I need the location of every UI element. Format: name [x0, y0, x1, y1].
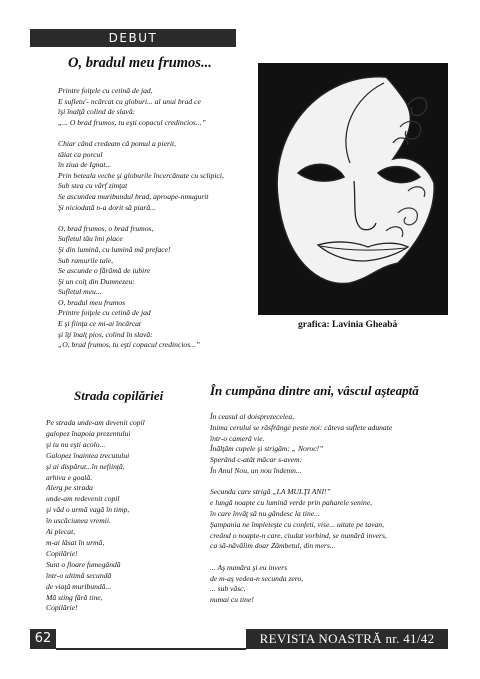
poem-line: Se ascundea muribundul brad, aproape-nmugurit: [58, 191, 209, 201]
stanza-break: [58, 213, 224, 224]
poem-line: ca să-năvălim doar Zâmbetul, din mers...: [210, 541, 336, 551]
poem-line: Sufletul tău îmi place: [58, 234, 123, 244]
poem-line: Sufletul meu...: [58, 287, 102, 297]
poem-line: Şi un colţ din Dumnezeu:: [58, 276, 135, 286]
poem-line: „O, brad frumos, tu eşti copacul credincios...”: [58, 340, 201, 350]
poem-title-vascul: În cumpăna dintre ani, vâscul aşteaptă: [210, 383, 419, 398]
poem-line: Pe strada unde-am devenit copil: [46, 418, 145, 427]
poem-line: numai cu tine!: [210, 595, 254, 605]
poem-title-bradul: O, bradul meu frumos...: [68, 55, 212, 71]
poem-line: Mă sting fără tine,: [46, 592, 103, 602]
poem-line: Ai plecat,: [46, 527, 76, 537]
poem-line: şi tu nu eşti acolo...: [46, 439, 106, 449]
poem-line: Chiar când credeam că pomul a pierit,: [58, 138, 177, 148]
magazine-issue: REVISTA NOASTRĂ nr. 41/42: [246, 629, 448, 649]
poem-line: Înălţăm cupele şi strigăm: „ Noroc!”: [210, 444, 324, 454]
poem-line: E şi fiinţa ce mi-ai încărcat: [58, 319, 142, 329]
poem-line: „... O brad frumos, tu eşti copacul credincios...”: [58, 117, 206, 127]
poem-line: de viaţă muribundă...: [46, 581, 112, 591]
poem-line: Şampania ne împleteşte cu confeti, vise... uitate pe tavan,: [210, 519, 384, 529]
illustration-caption: grafica: Lavinia Gheabă: [298, 320, 398, 330]
stanza-break: [210, 477, 392, 488]
poem-line: creând o noapte-n care, ciudat vorbind, se numără invers,: [210, 530, 387, 540]
poem-line: Sperând c-atât măcar s-avem:: [210, 455, 303, 465]
poem-line: E sufletu'- ncărcat cu globuri... al unui brad ce: [58, 96, 201, 106]
stanza-break: [210, 552, 392, 563]
stanza-break: [58, 128, 224, 139]
poem-line: Sub stea cu vârf zimţat: [58, 181, 128, 191]
poem-body-vascul: [210, 412, 392, 606]
poem-line: Copilărie!: [46, 548, 78, 558]
poem-line: m-ai lăsat în urmă,: [46, 537, 105, 547]
poem-line: O, brad frumos, o brad frumos,: [58, 223, 154, 233]
footer-divider: [56, 648, 246, 650]
poem-line: e lungă noapte cu lumină verde prin paharele senine,: [210, 498, 373, 508]
poem-line: de m-aş vedea-n secunda zero,: [210, 573, 304, 583]
poem-line: O, bradul meu frumos: [58, 297, 126, 307]
poem-line: Copilărie!: [46, 603, 78, 613]
poem-title-strada: Strada copilăriei: [74, 388, 164, 403]
poem-line: în ziua de Ignat...: [58, 160, 112, 170]
poem-line: îşi înalţă colind de slavă:: [58, 107, 136, 117]
poem-line: şi văd o urmă vagă în timp,: [46, 505, 130, 515]
poem-line: într-o cameră vie.: [210, 433, 265, 443]
poem-line: şi ai dispărut...în neființă,: [46, 461, 125, 471]
poem-line: Galopez înaintea trecutului: [46, 450, 130, 460]
page-number: 62: [30, 629, 56, 649]
poem-body-strada: [46, 418, 145, 614]
poem-body-bradul: [58, 86, 224, 351]
poem-line: arhiva e goală.: [46, 472, 93, 482]
poem-line: în uscăciunea vremii.: [46, 516, 111, 526]
poem-line: Prin beteala veche şi globurile încercănate cu sclipici,: [58, 170, 224, 180]
poem-line: într-o ultimă secundă: [46, 570, 112, 580]
poem-line: Secunda care strigă „LA MULŢI ANI!”: [210, 487, 331, 497]
poem-line: Alerg pe strada: [46, 483, 93, 493]
poem-line: şi îţi înalţ pios, colind în slavă:: [58, 329, 153, 339]
poem-line: Şi din lumină, cu lumină mă preface!: [58, 244, 171, 254]
poem-line: în care învăţ să nu gândesc la tine...: [210, 508, 320, 518]
section-header-debut: DEBUT: [30, 29, 236, 47]
poem-line: tăiat ca porcul: [58, 149, 103, 159]
poem-line: Sunt o floare fumegândă: [46, 559, 121, 569]
poem-line: ... Aş număra şi eu invers: [210, 562, 288, 572]
poem-line: galopez înapoia prezentului: [46, 428, 131, 438]
poem-line: Sub ramurile tale,: [58, 255, 114, 265]
poem-line: Şi niciodată n-a dorit să piară...: [58, 202, 156, 212]
poem-line: În ceasul al doisprezecelea,: [210, 412, 295, 421]
poem-line: Inima cerului se răsfrânge peste noi: câteva suflete adunate: [210, 422, 393, 432]
poem-line: ... sub vâsc,: [210, 584, 246, 594]
poem-line: În Anul Nou, un nou îndemn...: [210, 465, 302, 475]
poem-line: Printre foiţele cu cetină de jad: [58, 308, 151, 318]
poem-line: Se ascunde o fărâmă de iubire: [58, 266, 151, 276]
poem-line: unde-am redevenit copil: [46, 494, 120, 504]
mask-illustration: [258, 63, 448, 315]
poem-line: Printre foiţele cu cetină de jad,: [58, 86, 153, 95]
